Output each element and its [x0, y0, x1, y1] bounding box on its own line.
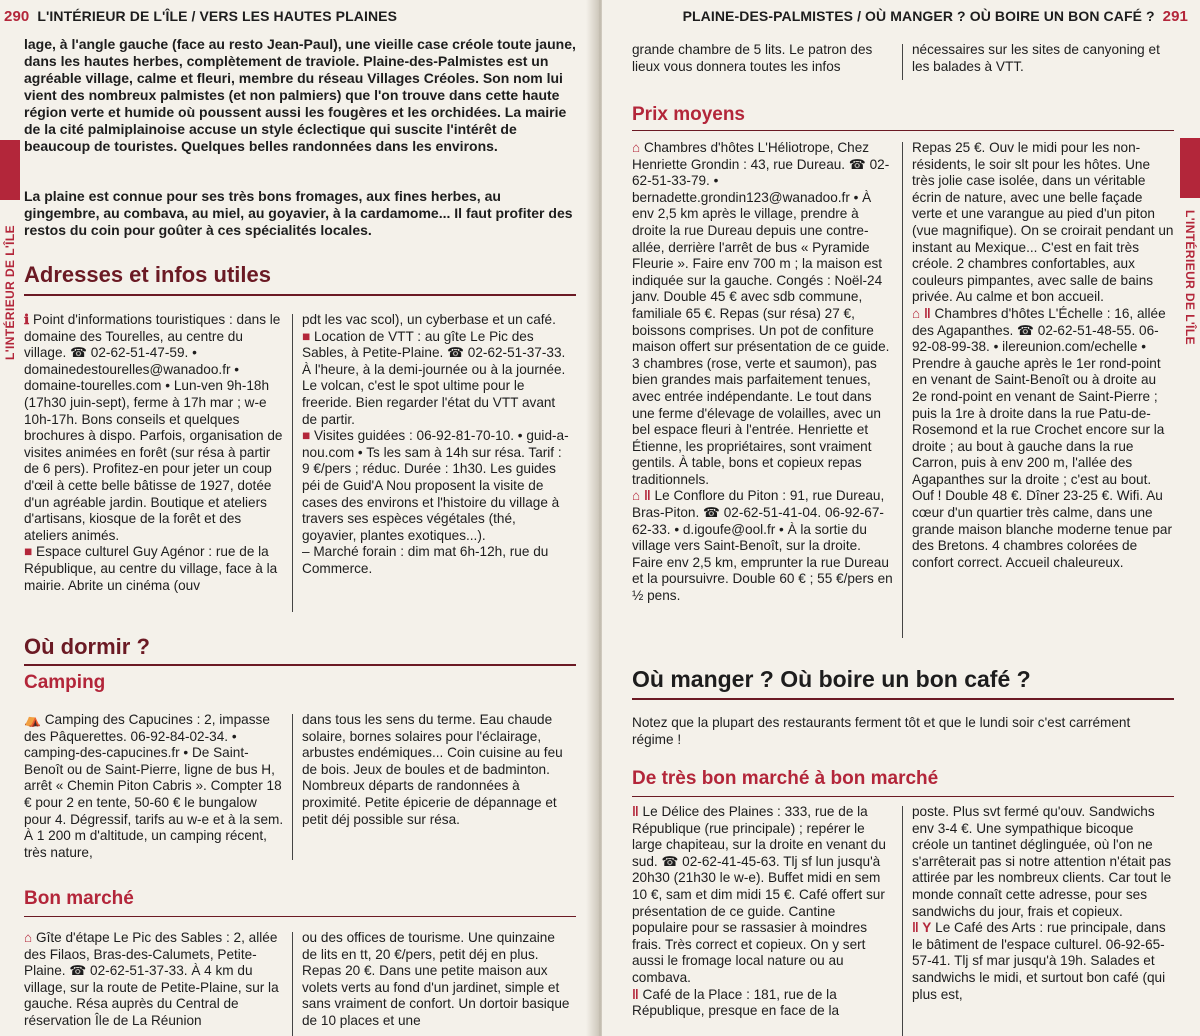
- adresses-rule: [24, 294, 576, 296]
- camping-column-1: [24, 712, 284, 861]
- info-icon: ℹ: [24, 312, 30, 327]
- right-page-number: 291: [1162, 8, 1188, 25]
- gite-column-1: [24, 930, 284, 1030]
- conflore-entry: ⌂ ‖ Le Conflore du Piton : 91, rue Dureau, Bras-Piton. ☎ 02-62-51-41-04. 06-92-67-62-33. • d.igoufe@ool.fr • À la sortie du village vers Saint-Benoît, sur la droite. Faire env 2,5 km, emprunter la rue Dureau et la poursuivre. Double 60 € ; 55 €/pers en ½ pens.: [632, 488, 893, 604]
- gite-column-2: ou des offices de tourisme. Une quinzaine de lits en tt, 20 €/pers, petit déj en plus. Repas 20 €. Dans une petite maison aux volets verts au fond d'un jardinet, simple et sans vraiment de confort. Un dortoir basique de 10 places et une: [302, 930, 570, 1028]
- restaurant-icon: ‖: [632, 986, 639, 1002]
- right-running-head: [683, 8, 1188, 25]
- camping-divider: [292, 714, 293, 860]
- left-running-title: L'INTÉRIEUR DE L'ÎLE / VERS LES HAUTES PLAINES: [37, 8, 398, 24]
- prix-rule: [632, 130, 1174, 131]
- heliotrope-entry: ⌂ Chambres d'hôtes L'Héliotrope, Chez Henriette Grondin : 43, rue Dureau. ☎ 02-62-51-33-79. • bernadette.grondin123@wanadoo.fr • À env 2,5 km après le village, prendre à droite la rue Dureau depuis une contre-allée, derrière l'arrêt de bus « Pyramide Fleurie ». Faire env 700 m ; la maison est indiquée sur la gauche. Congés : Noël-24 janv. Double 45 € avec sdb commune, familiale 65 €. Repas (sur résa) 27 €, boissons comprises. Un pot de confiture maison offert sur présentation de ce guide. 3 chambres (rose, verte et saumon), pas bien grandes mais parfaitement tenues, avec entrée indépendante. Le tout dans une ferme d'élevage de volailles, avec un bel espace fleuri à l'entrée. Henriette et Étienne, les propriétaires, sont vraiment gentils. À table, bons et copieux repas traditionnels.: [632, 140, 890, 487]
- right-side-label: L'INTÉRIEUR DE L'ÎLE: [1183, 210, 1197, 346]
- manger-rule: [632, 698, 1174, 700]
- square-bullet-icon: ■: [302, 428, 311, 444]
- cafe-arts-entry: ‖ Y Le Café des Arts : rue principale, dans le bâtiment de l'espace culturel. 06-92-65-57-41. Tlj sf mar jusqu'à 19h. Salades et sandwichs le midi, et surtout bon café (qui plus est,: [912, 920, 1166, 1002]
- house-restaurant-icon: ⌂ ‖: [912, 305, 931, 321]
- manger-column-2: [912, 804, 1174, 1003]
- capucines-entry: ⛺ Camping des Capucines : 2, impasse des Pâquerettes. 06-92-84-02-34. • camping-des-capucines.fr • De Saint-Benoît ou de Saint-Pierre, ligne de bus H, arrêt « Chemin Piton Cabris ». Compter 18 € pour 2 en tente, 50-60 € le bungalow pour 4. Dégressif, tarifs au w-e et à la sem. À 1 200 m d'altitude, un camping récent, très nature,: [24, 712, 284, 860]
- right-running-title: PLAINE-DES-PALMISTES / OÙ MANGER ? OÙ BOIRE UN BON CAFÉ ?: [682, 8, 1155, 24]
- gite-entry: ⌂ Gîte d'étape Le Pic des Sables : 2, allée des Filaos, Bras-des-Calumets, Petite-Plaine. ☎ 02-62-51-37-33. À 4 km du village, sur la route de Petite-Plaine, sur la gauche. Résa auprès du Central de réservation Île de La Réunion: [24, 930, 279, 1028]
- repas-continued: Repas 25 €. Ouv le midi pour les non-résidents, le soir slt pour les hôtes. Une très jolie case isolée, dans un véritable écrin de nature, avec une belle façade verte et une varangue au pied d'un piton (vue magnifique). On se croirait pendant un instant au Mexique... C'est en fait très créole. 2 chambres confortables, aux couleurs pimpantes, avec salle de bains privée. Au calme et bon accueil.: [912, 140, 1174, 305]
- right-thumb-tab: [1180, 138, 1200, 198]
- info-column-2: [302, 312, 570, 578]
- tres-bon-rule: [632, 796, 1174, 797]
- marche-entry: – Marché forain : dim mat 6h-12h, rue du Commerce.: [302, 544, 549, 576]
- dormir-rule: [24, 664, 576, 666]
- top-column-1: grande chambre de 5 lits. Le patron des lieux vous donnera toutes les infos: [632, 42, 873, 74]
- square-bullet-icon: ■: [302, 328, 311, 344]
- info-column-1: [24, 312, 284, 594]
- prix-column-2: [912, 140, 1174, 571]
- house-icon: ⌂: [24, 930, 33, 945]
- right-page: [602, 0, 1200, 1036]
- echelle-entry: ⌂ ‖ Chambres d'hôtes L'Échelle : 16, allée des Agapanthes. ☎ 02-62-51-48-55. 06-92-08-99-38. • ilereunion.com/echelle • Prendre à gauche après le 1er rond-point en venant de Saint-Benoît ou à droite au 2e rond-point en venant de Saint-Pierre ; puis la 1re à droite dans la rue Patu-de-Rosemond et la rue Crochet encore sur la droite ; au bout à gauche dans la rue Carron, puis à env 200 m, l'allée des Agapanthes sur la droite ; c'est au bout. Ouf ! Double 48 €. Dîner 23-25 €. Wifi. Au cœur d'un quartier très calme, dans une grande maison blanche moderne tenue par des Bretons. 4 chambres colorées de confort correct. Accueil chaleureux.: [912, 305, 1172, 570]
- camping-heading: Camping: [24, 672, 106, 693]
- espace-culturel-entry: ■ Espace culturel Guy Agénor : rue de la République, au centre du village, face à la mairie. Abrite un cinéma (ouv: [24, 544, 278, 593]
- house-restaurant-icon: ⌂ ‖: [632, 488, 651, 504]
- left-thumb-tab: [0, 140, 20, 200]
- manger-heading: Où manger ? Où boire un bon café ?: [632, 666, 1031, 692]
- delice-entry: ‖ Le Délice des Plaines : 333, rue de la République (rue principale) ; repérer le large chapiteau, sur la droite en venant du sud. ☎ 02-62-41-45-63. Tlj sf lun jusqu'à 20h30 (21h30 le w-e). Buffet midi en sem 10 €, sam et dim midi 15 €. Café offert sur présentation de ce guide. Cantine populaire pour se rassasier à moindres frais. Très correct et copieux. On y sert aussi le fromage local nature ou au combava.: [632, 804, 886, 985]
- tres-bon-marche-heading: De très bon marché à bon marché: [632, 768, 939, 789]
- tent-icon: ⛺: [24, 712, 41, 727]
- bon-marche-rule: [24, 916, 576, 917]
- restaurant-icon: ‖: [632, 804, 639, 819]
- prix-column-1: [632, 140, 894, 605]
- house-icon: ⌂: [632, 140, 641, 155]
- bon-marche-heading: Bon marché: [24, 888, 134, 909]
- manger-intro: Notez que la plupart des restaurants ferment tôt et que le lundi soir c'est carrément régime !: [632, 715, 1131, 747]
- left-running-head: [4, 8, 397, 25]
- prix-moyens-heading: Prix moyens: [632, 104, 745, 125]
- restaurant-glass-icon: ‖ Y: [912, 920, 932, 936]
- gite-divider: [292, 932, 293, 1036]
- dormir-heading: Où dormir ?: [24, 634, 150, 659]
- adresses-heading: Adresses et infos utiles: [24, 262, 271, 287]
- visites-entry: ■ Visites guidées : 06-92-81-70-10. • guid-a-nou.com • Ts les sam à 14h sur résa. Tarif : 9 €/pers ; réduc. Durée : 1h30. Les guides péi de Guid'A Nou proposent la visite de cases des environs et l'histoire du village à travers ses espèces végétales (thé, goyavier, plantes exotiques...).: [302, 428, 569, 543]
- manger-divider: [902, 806, 903, 1036]
- square-bullet-icon: ■: [24, 544, 33, 560]
- top-divider: [902, 44, 903, 80]
- left-side-label: L'INTÉRIEUR DE L'ÎLE: [3, 224, 17, 360]
- info-continued: pdt les vac scol), un cyberbase et un café.: [302, 312, 556, 327]
- intro-paragraph: lage, à l'angle gauche (face au resto Jean-Paul), une vieille case créole toute jaune, dans les hautes herbes, complètement de traviole. Plaine-des-Palmistes est un agréable village, calme et fleuri, membre du réseau Villages Créoles. Son nom lui vient des nombreux palmistes (et non palmiers) que l'on trouve dans cette haute région verte et humide où poussent aussi les fougères et les orchidées. La mairie de la cité palmiplainoise accuse un style éclectique qui suscite l'intérêt de beaucoup de touristes. Quelques belles randonnées dans les environs.: [24, 36, 576, 154]
- left-page: [0, 0, 598, 1036]
- left-page-number: 290: [4, 8, 30, 25]
- vtt-entry: ■ Location de VTT : au gîte Le Pic des Sables, à Petite-Plaine. ☎ 02-62-51-37-33. À l'heure, à la demi-journée ou à la journée. Le volcan, c'est le spot ultime pour le freeride. Bien regarder l'état du VTT avant de partir.: [302, 328, 566, 427]
- prix-divider: [902, 142, 903, 638]
- poste-continued: poste. Plus svt fermé qu'ouv. Sandwichs env 3-4 €. Une sympathique bicoque créole un tantinet déglinguée, où l'on ne s'arrêterait pas si notre attention n'était pas attirée par les nombreux clients. Car tout le monde connaît cette adresse, pour ses sandwichs du jour, frais et copieux.: [912, 804, 1172, 919]
- tourist-info-entry: ℹ Point d'informations touristiques : dans le domaine des Tourelles, au centre du village. ☎ 02-62-51-47-59. • domainedestourelles@wanadoo.fr • domaine-tourelles.com • Lun-ven 9h-18h (17h30 juin-sept), ferme à 17h mar ; w-e 10h-17h. Bons conseils et quelques brochures à dispo. Parfois, organisation de visites animées en forêt (sur résa à partir de 6 pers). Profitez-en pour jeter un coup d'œil à cette belle bâtisse de 1927, dotée d'un agréable jardin. Boutique et ateliers d'artisans, kiosque de la forêt et des ateliers animés.: [24, 312, 283, 543]
- manger-column-1: [632, 804, 894, 1020]
- top-column-2: nécessaires sur les sites de canyoning et les balades à VTT.: [912, 42, 1160, 74]
- cafe-place-entry: ‖ Café de la Place : 181, rue de la République, presque en face de la: [632, 986, 840, 1019]
- camping-column-2: dans tous les sens du terme. Eau chaude solaire, bornes solaires pour l'éclairage, arbustes endémiques... Coin cuisine au feu de bois. Jeux de boules et de badminton. Nombreux départs de randonnées à proximité. Petite épicerie de dépannage et petit déj possible sur résa.: [302, 712, 563, 827]
- plaine-paragraph: La plaine est connue pour ses très bons fromages, aux fines herbes, au gingembre, au combava, au miel, au goyavier, à la cardamome... Il faut profiter des restos du coin pour goûter à ces spécialités locales.: [24, 188, 573, 238]
- info-divider: [292, 314, 293, 612]
